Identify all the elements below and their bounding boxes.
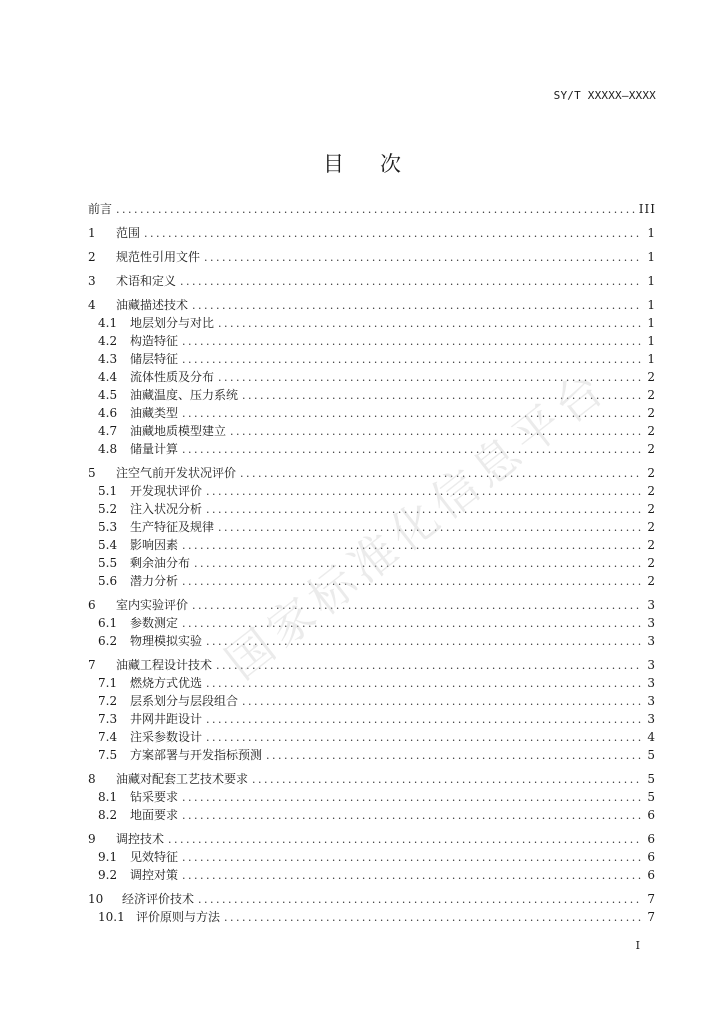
page-title [0, 148, 724, 178]
dot-leader [182, 441, 642, 459]
toc-entry[interactable] [88, 224, 656, 242]
toc-entry-number: 7.1 [98, 676, 118, 690]
dot-leader [216, 657, 642, 675]
toc-entry-title: 油藏对配套工艺技术要求 [116, 772, 249, 786]
toc-entry-page: 1 [647, 334, 656, 348]
toc-entry[interactable] [88, 200, 656, 218]
toc-entry-number: 9.2 [98, 868, 118, 882]
dot-leader [144, 225, 642, 243]
toc-entry[interactable] [88, 272, 656, 290]
toc-entry-number: 5.2 [98, 502, 118, 516]
toc-entry-number: 5.1 [98, 484, 118, 498]
toc-entry-number: 2 [88, 250, 96, 264]
dot-leader [206, 633, 642, 651]
toc-entry-number: 4.1 [98, 316, 118, 330]
toc-entry-title: 剩余油分布 [130, 556, 191, 570]
dot-leader [252, 771, 642, 789]
dot-leader [182, 333, 642, 351]
toc-entry-number: 10 [88, 892, 104, 906]
toc-entry-number: 6 [88, 598, 96, 612]
toc-entry-page: 3 [647, 676, 656, 690]
toc-entry-number: 4.3 [98, 352, 118, 366]
toc-entry[interactable] [88, 422, 656, 440]
toc-entry[interactable] [88, 746, 656, 764]
watermark: 国家标准化信息平台 [215, 358, 618, 690]
toc-entry-title: 构造特征 [130, 334, 179, 348]
toc-entry[interactable] [88, 404, 656, 422]
dot-leader [224, 909, 642, 927]
toc-entry-number: 9 [88, 832, 96, 846]
toc-entry-title: 开发现状评价 [130, 484, 203, 498]
toc-entry-page: 1 [647, 226, 656, 240]
dot-leader [192, 597, 642, 615]
toc-entry-title: 生产特征及规律 [130, 520, 215, 534]
toc-entry-title: 影响因素 [130, 538, 179, 552]
dot-leader [182, 849, 642, 867]
toc-entry[interactable] [88, 866, 656, 884]
title-char-2: 次 [380, 152, 401, 176]
toc-entry-page: 5 [647, 772, 656, 786]
toc-entry-title: 注空气前开发状况评价 [116, 466, 237, 480]
dot-leader [182, 405, 642, 423]
toc-entry-page: 2 [647, 502, 656, 516]
toc-entry-number: 8.2 [98, 808, 118, 822]
toc-entry-title: 地层划分与对比 [130, 316, 215, 330]
toc-entry-page: 1 [647, 298, 656, 312]
toc-entry-number: 6.2 [98, 634, 118, 648]
toc-entry-title: 规范性引用文件 [116, 250, 201, 264]
toc-entry[interactable] [88, 554, 656, 572]
toc-entry-number: 4.6 [98, 406, 118, 420]
toc-entry-number: 4.7 [98, 424, 118, 438]
dot-leader [180, 273, 642, 291]
toc-entry-number: 3 [88, 274, 96, 288]
toc-entry-title: 注采参数设计 [130, 730, 203, 744]
toc-entry[interactable] [88, 314, 656, 332]
toc-entry[interactable] [88, 830, 656, 848]
toc-entry-title: 范围 [116, 226, 141, 240]
dot-leader [206, 729, 642, 747]
toc-entry-number: 8 [88, 772, 96, 786]
toc-entry-page: 2 [647, 520, 656, 534]
toc-entry-page: 5 [647, 790, 656, 804]
toc-entry-title: 前言 [88, 202, 113, 216]
toc-entry[interactable] [88, 464, 656, 482]
dot-leader [182, 867, 642, 885]
toc-entry-number: 8.1 [98, 790, 118, 804]
dot-leader [204, 249, 642, 267]
toc-entry-number: 5 [88, 466, 96, 480]
toc-entry-number: 6.1 [98, 616, 118, 630]
toc-entry-title: 层系划分与层段组合 [130, 694, 239, 708]
toc-entry-page: 1 [647, 316, 656, 330]
toc-entry-title: 油藏描述技术 [116, 298, 189, 312]
dot-leader [206, 483, 642, 501]
toc-entry-page: 2 [647, 370, 656, 384]
toc-entry-number: 4 [88, 298, 96, 312]
toc-entry-title: 潜力分析 [130, 574, 179, 588]
dot-leader [242, 693, 642, 711]
toc-entry[interactable] [88, 908, 656, 926]
dot-leader [182, 615, 642, 633]
dot-leader [182, 573, 642, 591]
toc-entry-page: 3 [647, 598, 656, 612]
toc-entry-number: 1 [88, 226, 96, 240]
toc-entry-title: 油藏地质模型建立 [130, 424, 227, 438]
dot-leader [206, 711, 642, 729]
toc-entry-title: 评价原则与方法 [136, 910, 221, 924]
toc-entry-page: 2 [647, 466, 656, 480]
toc-entry-page: 7 [647, 910, 656, 924]
toc-entry[interactable] [88, 674, 656, 692]
dot-leader [230, 423, 642, 441]
toc-entry[interactable] [88, 296, 656, 314]
toc-entry[interactable] [88, 710, 656, 728]
dot-leader [182, 807, 642, 825]
title-char-1: 目 [323, 152, 344, 176]
toc-entry[interactable] [88, 692, 656, 710]
toc-entry-number: 4.8 [98, 442, 118, 456]
toc-entry-title: 调控技术 [116, 832, 165, 846]
toc-entry-page: 2 [647, 484, 656, 498]
toc-entry-page: 1 [647, 274, 656, 288]
toc-entry-page: 2 [647, 442, 656, 456]
table-of-contents [88, 200, 656, 926]
toc-entry[interactable] [88, 788, 656, 806]
toc-entry-page: 5 [647, 748, 656, 762]
page-number: I [635, 939, 640, 952]
dot-leader [266, 747, 642, 765]
toc-entry-number: 7 [88, 658, 96, 672]
toc-entry-title: 油藏温度、压力系统 [130, 388, 239, 402]
toc-entry-number: 5.6 [98, 574, 118, 588]
toc-entry-page: III [638, 202, 656, 216]
dot-leader [218, 519, 642, 537]
dot-leader [198, 891, 642, 909]
toc-entry-number: 4.2 [98, 334, 118, 348]
toc-entry[interactable] [88, 368, 656, 386]
toc-entry-title: 地面要求 [130, 808, 179, 822]
toc-entry[interactable] [88, 770, 656, 788]
toc-entry-number: 10.1 [98, 910, 125, 924]
toc-entry-number: 5.4 [98, 538, 118, 552]
toc-entry-number: 7.2 [98, 694, 118, 708]
dot-leader [206, 675, 642, 693]
toc-entry-number: 4.5 [98, 388, 118, 402]
toc-entry-page: 6 [647, 808, 656, 822]
toc-entry-title: 流体性质及分布 [130, 370, 215, 384]
toc-entry[interactable] [88, 536, 656, 554]
toc-entry-title: 见效特征 [130, 850, 179, 864]
toc-entry-title: 物理模拟实验 [130, 634, 203, 648]
toc-entry-number: 5.5 [98, 556, 118, 570]
toc-entry-page: 2 [647, 388, 656, 402]
toc-entry-page: 6 [647, 850, 656, 864]
toc-entry[interactable] [88, 482, 656, 500]
toc-entry-number: 7.3 [98, 712, 118, 726]
dot-leader [168, 831, 642, 849]
toc-entry-page: 3 [647, 658, 656, 672]
toc-entry-title: 室内实验评价 [116, 598, 189, 612]
toc-entry-number: 5.3 [98, 520, 118, 534]
toc-entry[interactable] [88, 890, 656, 908]
toc-entry-page: 6 [647, 868, 656, 882]
dot-leader [218, 315, 642, 333]
toc-entry-title: 方案部署与开发指标预测 [130, 748, 263, 762]
toc-entry[interactable] [88, 350, 656, 368]
dot-leader [206, 501, 642, 519]
toc-entry-title: 油藏工程设计技术 [116, 658, 213, 672]
dot-leader [218, 369, 642, 387]
toc-entry[interactable] [88, 848, 656, 866]
toc-entry[interactable] [88, 440, 656, 458]
toc-entry-title: 燃烧方式优选 [130, 676, 203, 690]
toc-entry-page: 1 [647, 352, 656, 366]
document-code: SY/T XXXXX—XXXX [553, 89, 656, 102]
toc-entry-page: 2 [647, 538, 656, 552]
toc-entry-title: 储层特征 [130, 352, 179, 366]
dot-leader [182, 789, 642, 807]
toc-entry-title: 注入状况分析 [130, 502, 203, 516]
toc-entry-page: 2 [647, 424, 656, 438]
dot-leader [242, 387, 642, 405]
toc-entry-number: 7.5 [98, 748, 118, 762]
toc-entry-page: 3 [647, 712, 656, 726]
dot-leader [194, 555, 642, 573]
dot-leader [240, 465, 642, 483]
dot-leader [116, 201, 635, 219]
toc-entry[interactable] [88, 572, 656, 590]
toc-entry-number: 4.4 [98, 370, 118, 384]
dot-leader [182, 351, 642, 369]
toc-entry[interactable] [88, 596, 656, 614]
toc-entry-page: 1 [647, 250, 656, 264]
toc-entry-page: 2 [647, 556, 656, 570]
toc-entry-title: 经济评价技术 [122, 892, 195, 906]
dot-leader [192, 297, 642, 315]
toc-entry-title: 参数测定 [130, 616, 179, 630]
toc-entry-page: 3 [647, 616, 656, 630]
toc-entry[interactable] [88, 386, 656, 404]
toc-entry[interactable] [88, 248, 656, 266]
toc-entry-page: 3 [647, 694, 656, 708]
toc-entry-page: 3 [647, 634, 656, 648]
toc-entry[interactable] [88, 518, 656, 536]
toc-entry-title: 油藏类型 [130, 406, 179, 420]
toc-entry-title: 调控对策 [130, 868, 179, 882]
toc-entry[interactable] [88, 614, 656, 632]
dot-leader [182, 537, 642, 555]
toc-entry[interactable] [88, 656, 656, 674]
toc-entry[interactable] [88, 728, 656, 746]
toc-entry-page: 4 [647, 730, 656, 744]
toc-entry-number: 9.1 [98, 850, 118, 864]
toc-entry[interactable] [88, 500, 656, 518]
toc-entry-title: 储量计算 [130, 442, 179, 456]
toc-entry-page: 2 [647, 406, 656, 420]
toc-entry-page: 6 [647, 832, 656, 846]
toc-entry-title: 井网井距设计 [130, 712, 203, 726]
toc-entry[interactable] [88, 806, 656, 824]
toc-entry-number: 7.4 [98, 730, 118, 744]
toc-entry[interactable] [88, 632, 656, 650]
toc-entry-title: 术语和定义 [116, 274, 177, 288]
toc-entry[interactable] [88, 332, 656, 350]
toc-entry-page: 7 [647, 892, 656, 906]
toc-entry-page: 2 [647, 574, 656, 588]
toc-entry-title: 钻采要求 [130, 790, 179, 804]
